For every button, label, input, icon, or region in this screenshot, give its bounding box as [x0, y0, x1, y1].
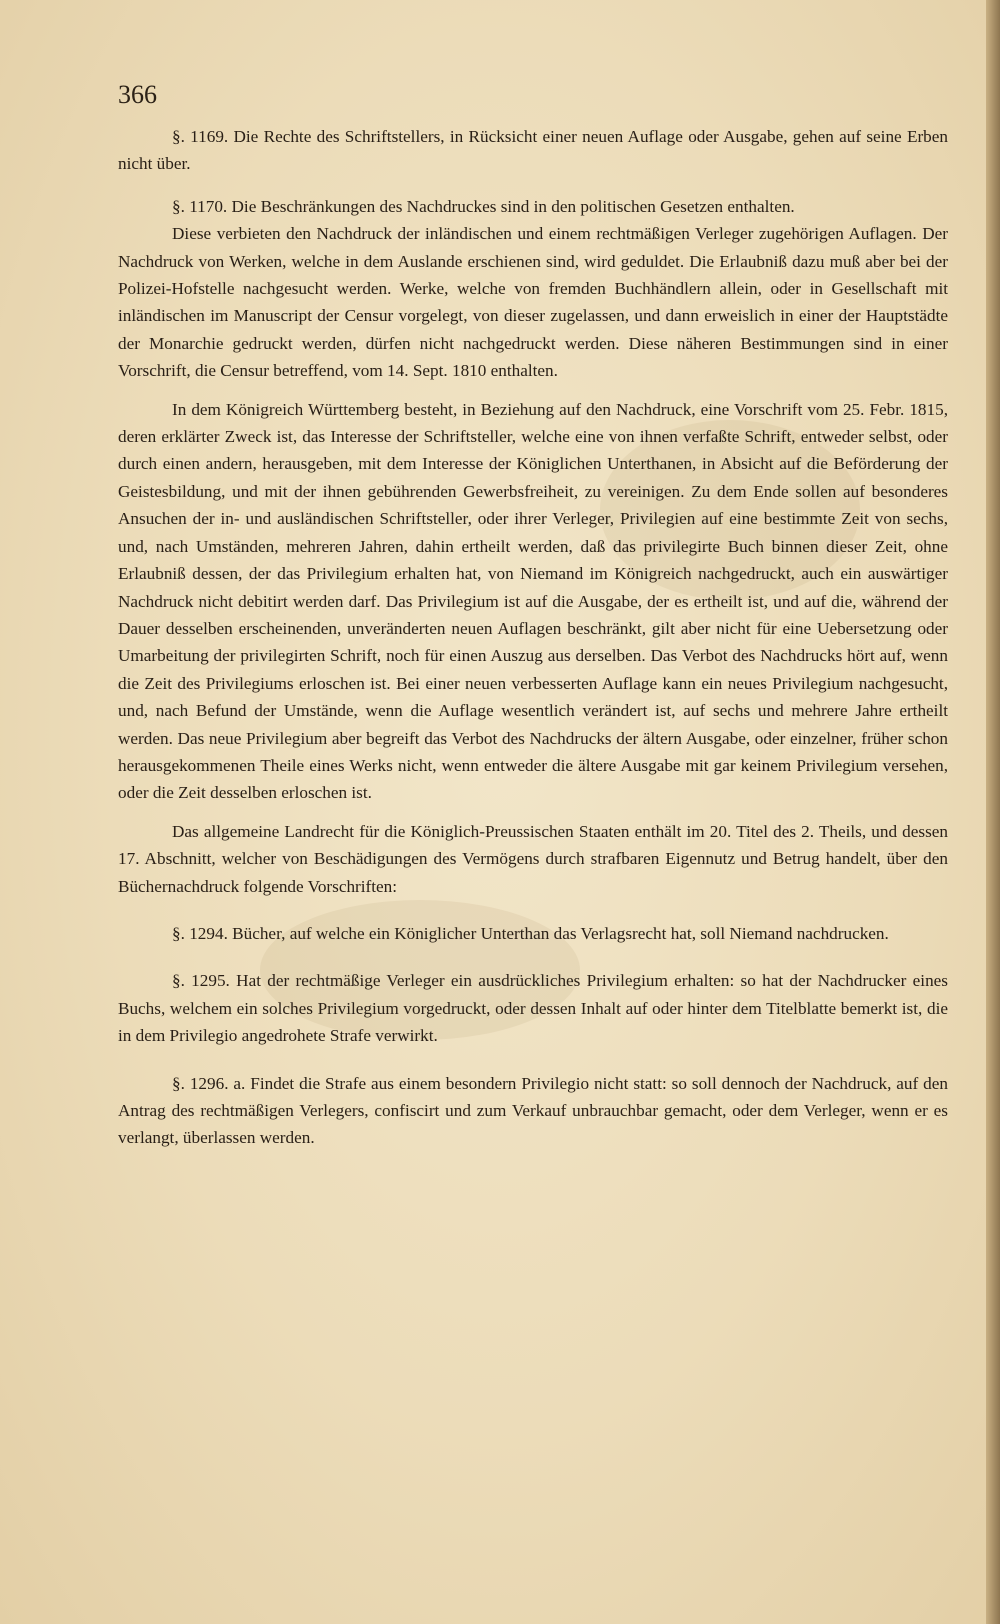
paragraph-prussian-landrecht: Das allgemeine Landrecht für die Königlich-Preussischen Staaten enthält im 20. Titel des 2. Theils, und dessen 17. Abschnitt, welcher von Beschädigungen des Vermögens durch strafbaren Eigennutz und Betrug handelt, über den Büchernachdruck folgende Vorschriften:	[118, 821, 948, 896]
paragraph-austrian-rules: Diese verbieten den Nachdruck der inländischen und einem rechtmäßigen Verleger zugehörigen Auflagen. Der Nachdruck von Werken, welche in dem Auslande erschienen sind, wird geduldet. Die Erlaubniß dazu muß aber bei der Polizei-Hofstelle nachgesucht werden. Werke, welche von fremden Buchhändlern allein, oder in Gesellschaft mit inländischen im Manuscript der Censur vorgelegt, von dieser zugelassen, und dann erweislich in einer der Hauptstädte der Monarchie gedruckt werden, dürfen nicht nachgedruckt werden. Diese näheren Bestimmungen sind in einer Vorschrift, die Censur betreffend, vom 14. Sept. 1810 enthalten.	[118, 224, 948, 381]
body-text	[118, 123, 948, 1152]
paragraph-section-1170: §. 1170. Die Beschränkungen des Nachdruckes sind in den politischen Gesetzen enthalten.	[172, 196, 795, 216]
paragraph-wuerttemberg: In dem Königreich Württemberg besteht, in Beziehung auf den Nachdruck, eine Vorschrift vom 25. Febr. 1815, deren erklärter Zweck ist, das Interesse der Schriftsteller, welche eine von ihnen verfaßte Schrift, entweder selbst, oder durch einen andern, herausgeben, mit dem Interesse der Königlichen Unterthanen, in Absicht auf die Beförderung der Geistesbildung, und mit der ihnen gebührenden Gewerbsfreiheit, zu vereinigen. Zu dem Ende sollen auf besonderes Ansuchen der in- und ausländischen Schriftsteller, oder ihrer Verleger, Privilegien auf eine bestimmte Zeit von sechs, und, nach Umständen, mehreren Jahren, dahin ertheilt werden, daß das privilegirte Buch binnen dieser Zeit, ohne Erlaubniß dessen, der das Privilegium erhalten hat, von Niemand im Königreich nachgedruckt, auch ein auswärtiger Nachdruck nicht debitirt werden darf. Das Privilegium ist auf die Ausgabe, der es ertheilt ist, und auf die, während der Dauer desselben erscheinenden, unveränderten neuen Auflagen beschränkt, gilt aber nicht für eine Uebersetzung oder Umarbeitung der privilegirten Schrift, noch für einen Auszug aus derselben. Das Verbot des Nachdrucks hört auf, wenn die Zeit des Privilegiums erloschen ist. Bei einer neuen verbesserten Auflage kann ein neues Privilegium nachgesucht, und, nach Befund der Umstände, wenn die Auflage wesentlich verändert ist, auf sechs und mehrere Jahre ertheilt werden. Das neue Privilegium aber begreift das Verbot des Nachdrucks der ältern Ausgabe, oder einzelner, früher schon herausgekommenen Theile eines Werks nicht, wenn entweder die ältere Ausgabe mit gar keinem Privilegium versehen, oder die Zeit desselben erloschen ist.	[118, 399, 948, 803]
page-number: 366	[118, 80, 157, 109]
paragraph-section-1296a: §. 1296. a. Findet die Strafe aus einem besondern Privilegio nicht statt: so soll dennoch der Nachdruck, auf den Antrag des rechtmäßigen Verlegers, confiscirt und zum Verkauf unbrauchbar gemacht, oder dem Verleger, wenn er es verlangt, überlassen werden.	[118, 1073, 948, 1148]
paragraph-section-1294: §. 1294. Bücher, auf welche ein Königlicher Unterthan das Verlagsrecht hat, soll Niemand nachdrucken.	[172, 923, 889, 943]
page-edge-shadow	[986, 0, 1000, 1624]
paragraph-section-1169: §. 1169. Die Rechte des Schriftstellers, in Rücksicht einer neuen Auflage oder Ausgabe, gehen auf seine Erben nicht über.	[118, 127, 948, 174]
paragraph-section-1295: §. 1295. Hat der rechtmäßige Verleger ein ausdrückliches Privilegium erhalten: so hat der Nachdrucker eines Buchs, welchem ein solches Privilegium vorgedruckt, oder dessen Inhalt auf oder hinter dem Titelblatte bemerkt ist, die in dem Privilegio angedrohete Strafe verwirkt.	[118, 971, 948, 1046]
